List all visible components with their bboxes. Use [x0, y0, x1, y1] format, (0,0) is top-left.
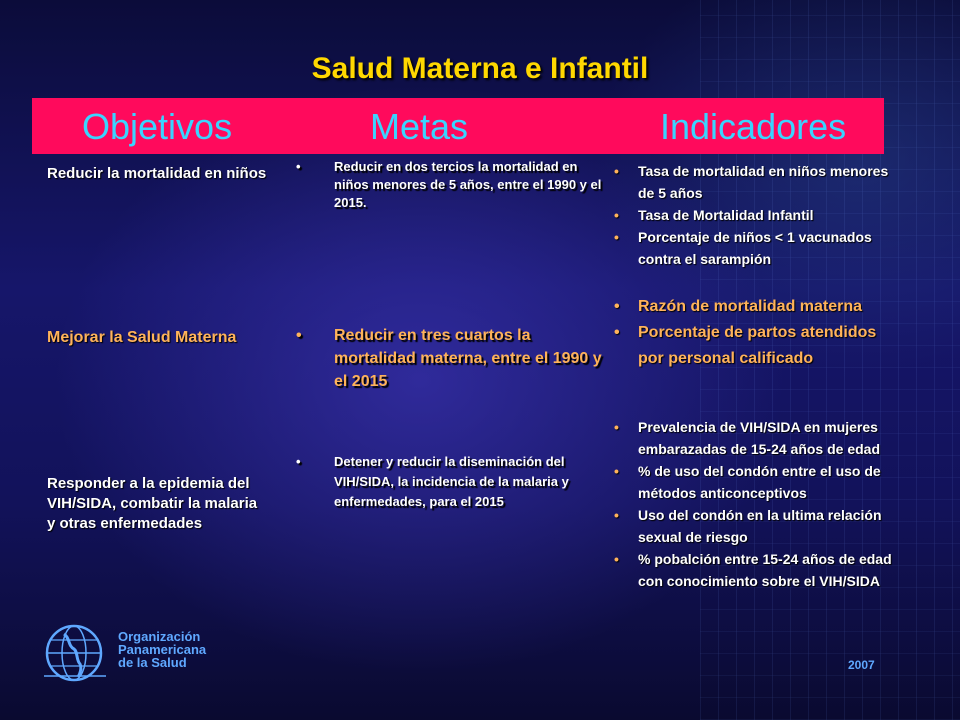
indicador-item: • Porcentaje de niños < 1 vacunados contra el sarampión: [612, 226, 902, 270]
indicador-item: • % pobalción entre 15-24 años de edad con conocimiento sobre el VIH/SIDA: [612, 548, 902, 592]
meta-1-text: Reducir en dos tercios la mortalidad en niños menores de 5 años, entre el 1990 y el 2015.: [334, 159, 602, 210]
indicadores-2: [612, 294, 902, 372]
meta-2-text: Reducir en tres cuartos la mortalidad materna, entre el 1990 y el 2015: [334, 327, 602, 390]
indicador-item: • Prevalencia de VIH/SIDA en mujeres embarazadas de 15-24 años de edad: [612, 416, 902, 460]
indicador-item: • % de uso del condón entre el uso de métodos anticonceptivos: [612, 460, 902, 504]
indicador-item: • Tasa de Mortalidad Infantil: [612, 204, 902, 226]
bullet-icon: •: [614, 207, 619, 223]
globe-icon: [40, 622, 112, 684]
indicador-item: • Tasa de mortalidad en niños menores de 5 años: [612, 160, 902, 204]
objetivo-3-line3: y otras enfermedades: [47, 515, 203, 532]
indicador-item: • Razón de mortalidad materna: [612, 294, 902, 320]
indicadores-3: [612, 416, 902, 592]
header-indicadores: Indicadores: [660, 106, 847, 147]
objetivo-3-line1: Responder a la epidemia del: [47, 475, 250, 492]
slide-title: Salud Materna e Infantil: [311, 52, 649, 85]
bullet-icon: •: [296, 159, 301, 174]
header-metas: Metas: [370, 106, 469, 147]
objetivo-1: Reducir la mortalidad en niños: [47, 165, 267, 182]
objetivo-2: Mejorar la Salud Materna: [47, 329, 237, 346]
indicador-item: • Porcentaje de partos atendidos por personal calificado: [612, 320, 902, 372]
meta-2: [296, 324, 606, 393]
objetivo-3: [47, 474, 257, 534]
bullet-icon: •: [614, 507, 619, 523]
objetivo-3-line2: VIH/SIDA, combatir la malaria: [47, 495, 258, 512]
meta-3-text: Detener y reducir la diseminación del VIH/SIDA, la incidencia de la malaria y enfermedades, para el 2015: [334, 454, 569, 509]
header-objetivos: Objetivos: [82, 106, 233, 147]
indicadores-1: [612, 160, 902, 270]
bullet-icon: •: [296, 454, 301, 469]
meta-1: [296, 158, 606, 212]
meta-3: [296, 452, 606, 512]
year-label: 2007: [848, 658, 875, 672]
bullet-icon: •: [296, 327, 302, 344]
bullet-icon: •: [614, 163, 619, 179]
header-bar: [32, 98, 884, 154]
bullet-icon: •: [614, 419, 619, 435]
bullet-icon: •: [614, 298, 620, 315]
bullet-icon: •: [614, 463, 619, 479]
bullet-icon: •: [614, 324, 620, 341]
indicador-item: • Uso del condón en la ultima relación sexual de riesgo: [612, 504, 902, 548]
bullet-icon: •: [614, 551, 619, 567]
organization-name: Organización Panamericana de la Salud: [118, 629, 207, 670]
bullet-icon: •: [614, 229, 619, 245]
